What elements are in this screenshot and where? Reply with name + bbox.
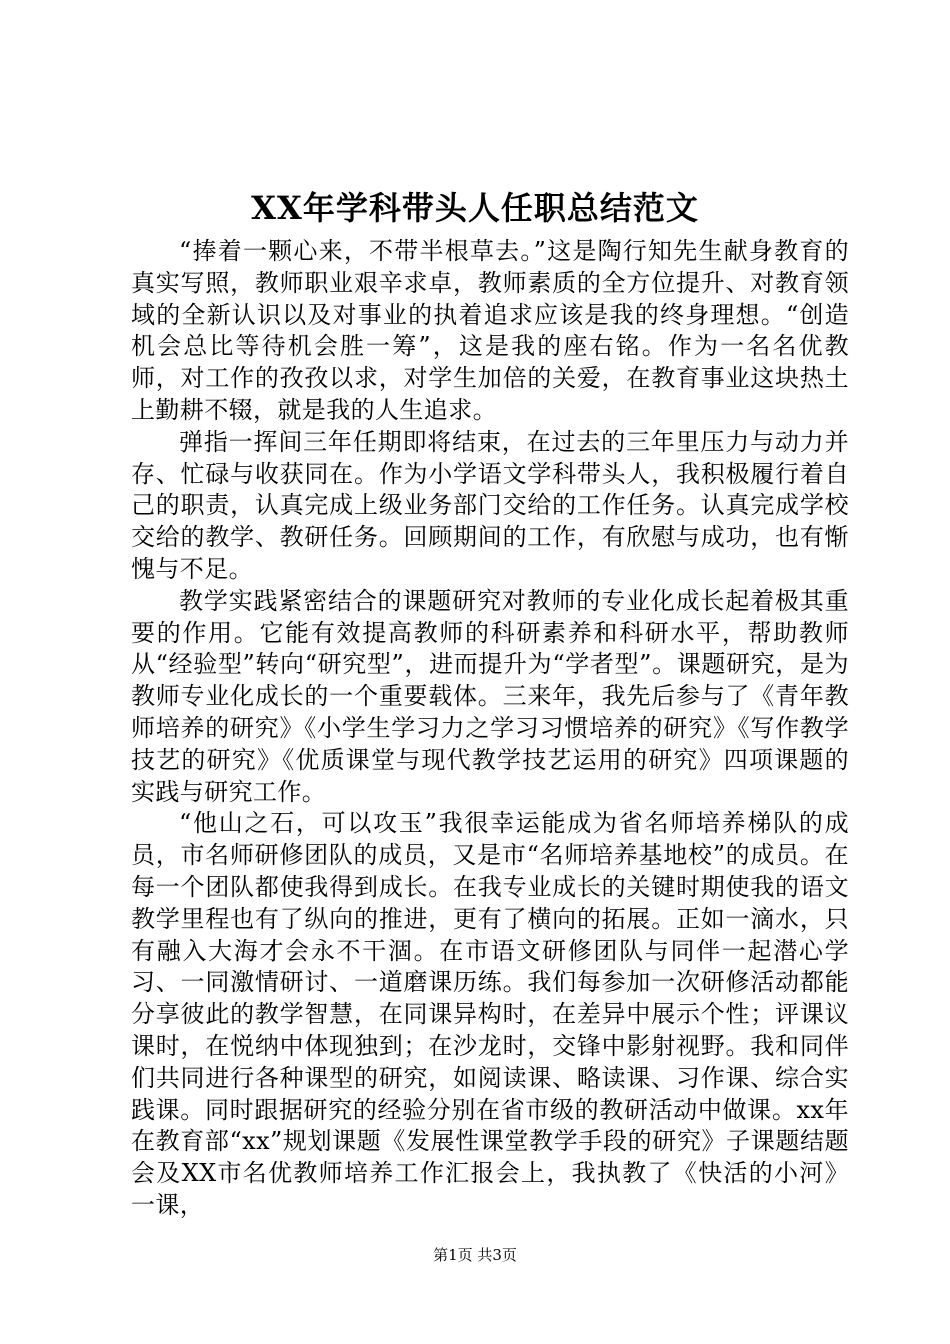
paragraph-3: 教学实践紧密结合的课题研究对教师的专业化成长起着极其重要的作用。它能有效提高教师的科研素养和科研水平，帮助教师从“经验型”转向“研究型”，进而提升为“学者型”。课题研究，是为教师专业化成长的一个重要载体。三来年，我先后参与了《青年教师培养的研究》《小学生学习力之学习习惯培养的研究》《写作教学技艺的研究》《优质课堂与现代教学技艺运用的研究》四项课题的实践与研究工作。 — [131, 586, 849, 806]
page-footer: 第1页 共3页 — [433, 1246, 517, 1264]
paragraph-2: 弹指一挥间三年任期即将结束，在过去的三年里压力与动力并存、忙碌与收获同在。作为小学语文学科带头人，我积极履行着自己的职责，认真完成上级业务部门交给的工作任务。认真完成学校交给的教学、教研任务。回顾期间的工作，有欣慰与成功，也有惭愧与不足。 — [131, 427, 849, 583]
document-body — [131, 236, 849, 1222]
document-title: XX年学科带头人任职总结范文 — [251, 189, 699, 227]
paragraph-1: “捧着一颗心来，不带半根草去。”这是陶行知先生献身教育的真实写照，教师职业艰辛求卓，教师素质的全方位提升、对教育领域的全新认识以及对事业的执着追求应该是我的终身理想。“创造机会总比等待机会胜一筹”，这是我的座右铭。作为一名名优教师，对工作的孜孜以求，对学生加倍的关爱，在教育事业这块热土上勤耕不辍，就是我的人生追求。 — [131, 237, 849, 424]
paragraph-4: “他山之石，可以攻玉”我很幸运能成为省名师培养梯队的成员，市名师研修团队的成员，又是市“名师培养基地校”的成员。在每一个团队都使我得到成长。在我专业成长的关键时期使我的语文教学里程也有了纵向的推进，更有了横向的拓展。正如一滴水，只有融入大海才会永不干涸。在市语文研修团队与同伴一起潜心学习、一同激情研讨、一道磨课历练。我们每参加一次研修活动都能分享彼此的教学智慧，在同课异构时，在差异中展示个性；评课议课时，在悦纳中体现独到；在沙龙时，交锋中影射视野。我和同伴们共同进行各种课型的研究，如阅读课、略读课、习作课、综合实践课。同时跟据研究的经验分别在省市级的教研活动中做课。xx年在教育部“xx”规划课题《发展性课堂教学手段的研究》子课题结题会及XX市名优教师培养工作汇报会上，我执教了《快活的小河》一课， — [131, 809, 849, 1219]
